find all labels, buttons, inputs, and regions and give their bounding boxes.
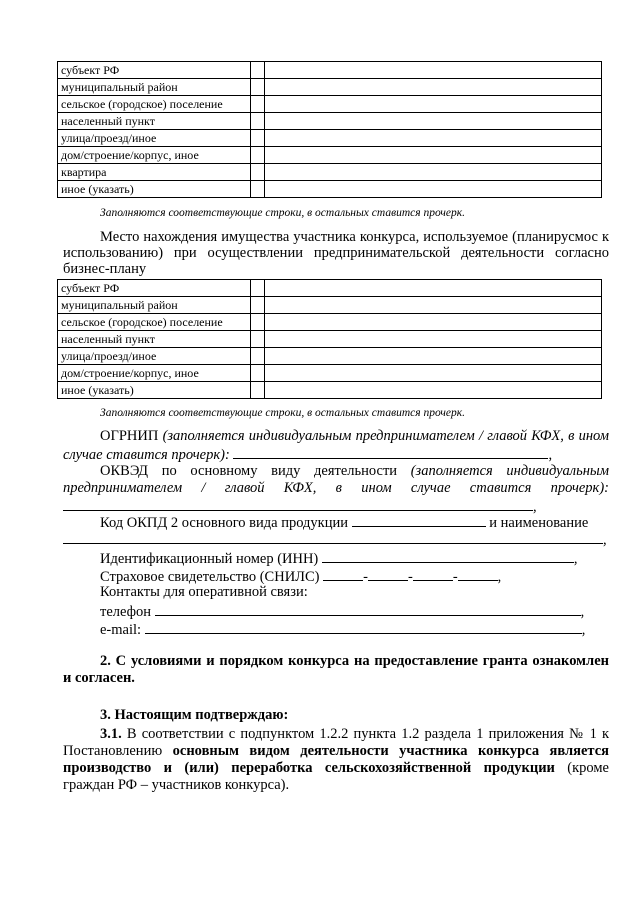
row-label: иное (указать) (58, 181, 251, 198)
table-note-2: Заполняются соответствующие строки, в остальных ставится прочерк. (100, 407, 466, 419)
email-line: e-mail: , (100, 622, 586, 638)
section-3-1-text-a: В соответствии с подпунктом 1.2.2 пункта 1.2 раздела 1 приложения № 1 к Постановлению (63, 726, 609, 759)
dash-cell[interactable] (251, 113, 265, 130)
value-cell[interactable] (265, 382, 602, 399)
dash-cell[interactable] (251, 147, 265, 164)
location-heading: Место нахождения имущества участника конкурса, используемое (планирусмос к использованию) при осуществлении предпринимательской деятельности согласно бизнес-плану (63, 229, 609, 277)
ogrnip-input-line[interactable] (233, 445, 548, 459)
table-row (58, 348, 602, 365)
dash-cell[interactable] (251, 348, 265, 365)
table-row (58, 96, 602, 113)
dash-cell[interactable] (251, 164, 265, 181)
dash-cell[interactable] (251, 382, 265, 399)
ogrnip-block: ОГРНИП (заполняется индивидуальным предпринимателем / главой КФХ, в ином случае ставится прочерк): , (63, 428, 609, 463)
table-row (58, 79, 602, 96)
snils-label: Страховое свидетельство (СНИЛС) (100, 569, 320, 585)
value-cell[interactable] (265, 130, 602, 147)
row-label: дом/строение/корпус, иное (58, 365, 251, 382)
phone-line: телефон , (100, 604, 585, 620)
email-input-line[interactable] (145, 620, 582, 634)
row-label: населенный пункт (58, 331, 251, 348)
value-cell[interactable] (265, 96, 602, 113)
table-row (58, 62, 602, 79)
table-row (58, 297, 602, 314)
table-row (58, 164, 602, 181)
table-note-1: Заполняются соответствующие строки, в остальных ставится прочерк. (100, 207, 466, 219)
table-row (58, 280, 602, 297)
table-row (58, 382, 602, 399)
okpd-label: Код ОКПД 2 основного вида продукции (100, 515, 349, 531)
inn-label: Идентификационный номер (ИНН) (100, 551, 319, 567)
value-cell[interactable] (265, 348, 602, 365)
email-label: e-mail: (100, 622, 142, 638)
value-cell[interactable] (265, 297, 602, 314)
section-3-1-number: 3.1. (100, 726, 122, 742)
snils-part-2[interactable] (368, 567, 408, 581)
section-2: 2. С условиями и порядком конкурса на предоставление гранта ознакомлен и согласен. (63, 653, 609, 686)
table-row (58, 113, 602, 130)
row-label: иное (указать) (58, 382, 251, 399)
okved-block: ОКВЭД по основному виду деятельности (заполняется индивидуальным предпринимателем / главой КФХ, в ином случае ставится прочерк): , (63, 463, 609, 515)
ogrnip-label: ОГРНИП (100, 428, 159, 444)
table-row (58, 130, 602, 147)
row-label: сельское (городское) поселение (58, 96, 251, 113)
dash-cell[interactable] (251, 62, 265, 79)
dash-cell[interactable] (251, 79, 265, 96)
value-cell[interactable] (265, 181, 602, 198)
dash-cell[interactable] (251, 331, 265, 348)
value-cell[interactable] (265, 331, 602, 348)
table-row (58, 331, 602, 348)
row-label: субъект РФ (58, 62, 251, 79)
inn-line: Идентификационный номер (ИНН) , (100, 551, 578, 567)
value-cell[interactable] (265, 62, 602, 79)
dash-cell[interactable] (251, 96, 265, 113)
phone-label: телефон (100, 604, 152, 620)
address-table-1 (57, 61, 602, 198)
table-row (58, 147, 602, 164)
okpd-name-line: , (63, 530, 607, 549)
dash-cell[interactable] (251, 314, 265, 331)
dash-cell[interactable] (251, 297, 265, 314)
row-label: квартира (58, 164, 251, 181)
okpd-name-input-line[interactable] (63, 530, 603, 544)
section-3-1 (63, 726, 609, 794)
value-cell[interactable] (265, 164, 602, 181)
row-label: улица/проезд/иное (58, 348, 251, 365)
snils-line: Страховое свидетельство (СНИЛС) - - - , (100, 569, 502, 585)
okved-hint: (заполняется индивидуальным предпринимателем / главой КФХ, в ином случае ставится прочерк): (63, 463, 609, 496)
value-cell[interactable] (265, 280, 602, 297)
row-label: дом/строение/корпус, иное (58, 147, 251, 164)
table-row (58, 181, 602, 198)
snils-part-4[interactable] (458, 567, 498, 581)
value-cell[interactable] (265, 365, 602, 382)
dash-cell[interactable] (251, 365, 265, 382)
ogrnip-hint: (заполняется индивидуальным предпринимателем / главой КФХ, в ином случае ставится прочерк): (63, 428, 609, 463)
dash-cell[interactable] (251, 181, 265, 198)
value-cell[interactable] (265, 79, 602, 96)
row-label: улица/проезд/иное (58, 130, 251, 147)
section-3-1-text-c: (кроме граждан РФ – участников конкурса). (63, 760, 609, 793)
dash-cell[interactable] (251, 130, 265, 147)
okpd-suffix: и наименование (489, 515, 589, 531)
table-row (58, 314, 602, 331)
section-3-title: 3. Настоящим подтверждаю: (100, 707, 289, 723)
snils-part-3[interactable] (413, 567, 453, 581)
dash-cell[interactable] (251, 280, 265, 297)
okpd-code-input-line[interactable] (352, 513, 486, 527)
row-label: населенный пункт (58, 113, 251, 130)
table-row (58, 365, 602, 382)
contacts-label: Контакты для оперативной связи: (100, 584, 308, 600)
row-label: субъект РФ (58, 280, 251, 297)
section-3-1-text-bold: основным видом деятельности участника конкурса является производство и (или) переработка сельскохозяйственной продукции (63, 743, 609, 776)
address-table-2 (57, 279, 602, 399)
okved-input-line[interactable] (63, 497, 533, 511)
phone-input-line[interactable] (155, 602, 581, 616)
okved-label: ОКВЭД по основному виду деятельности (100, 463, 398, 479)
value-cell[interactable] (265, 113, 602, 130)
value-cell[interactable] (265, 314, 602, 331)
inn-input-line[interactable] (322, 549, 574, 563)
row-label: муниципальный район (58, 79, 251, 96)
row-label: сельское (городское) поселение (58, 314, 251, 331)
row-label: муниципальный район (58, 297, 251, 314)
snils-part-1[interactable] (323, 567, 363, 581)
value-cell[interactable] (265, 147, 602, 164)
